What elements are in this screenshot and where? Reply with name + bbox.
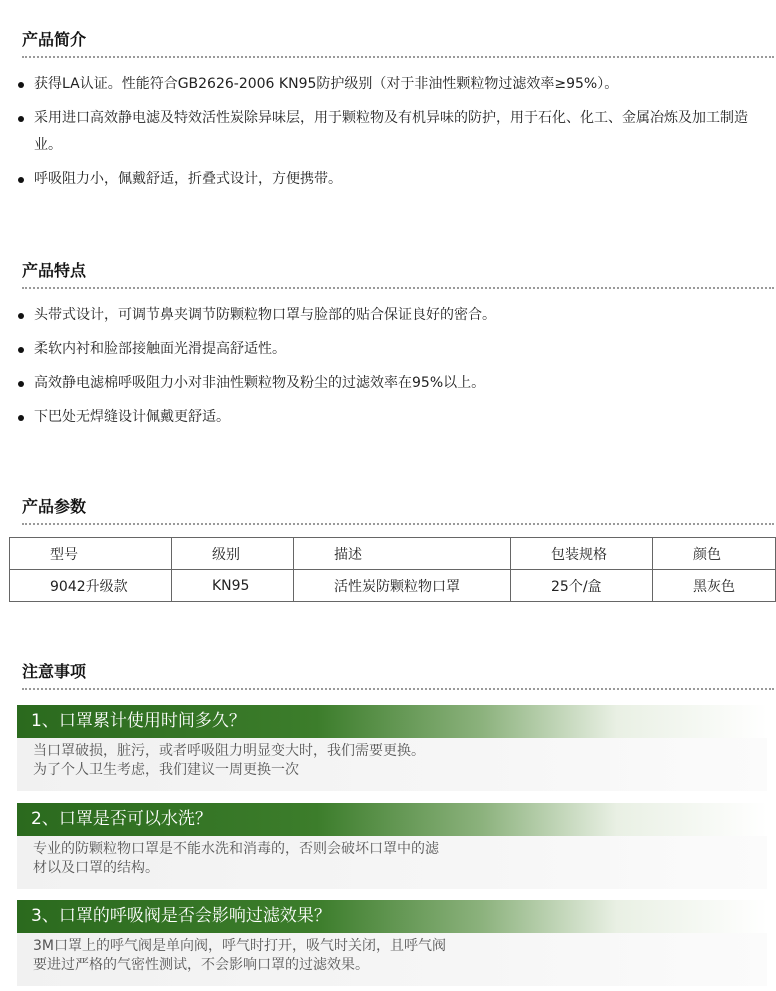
- faq-question: 1、口罩累计使用时间多久？: [17, 705, 767, 738]
- faq-answer: [17, 836, 767, 889]
- features-title: 产品特点: [22, 261, 87, 280]
- intro-divider: [22, 56, 774, 58]
- list-item: 柔软内衬和脸部接触面光滑提高舒适性。: [16, 336, 772, 363]
- faq-question: 2、口罩是否可以水洗？: [17, 803, 767, 836]
- params-table: [9, 537, 776, 602]
- faq-answer-line: 要进过严格的气密性测试，不会影响口罩的过滤效果。: [33, 957, 369, 973]
- list-item: 获得LA认证。性能符合GB2626-2006 KN95防护级别（对于非油性颗粒物过滤效率≥95%）。: [16, 71, 772, 98]
- params-title: 产品参数: [22, 497, 87, 516]
- intro-title: 产品简介: [22, 30, 87, 49]
- params-divider: [22, 523, 774, 525]
- list-item: 高效静电滤棉呼吸阻力小对非油性颗粒物及粉尘的过滤效率在95%以上。: [16, 370, 772, 397]
- table-header-cell: 颜色: [653, 538, 776, 570]
- faq-card: [17, 705, 767, 791]
- faq-card: [17, 803, 767, 889]
- table-header-row: [10, 538, 776, 570]
- faq-answer: [17, 933, 767, 986]
- table-cell: 25个/盒: [511, 570, 653, 602]
- features-divider: [22, 287, 774, 289]
- faq-answer-line: 3M口罩上的呼气阀是单向阀，呼气时打开，吸气时关闭，且呼气阀: [33, 938, 446, 954]
- list-item: 头带式设计，可调节鼻夹调节防颗粒物口罩与脸部的贴合保证良好的密合。: [16, 302, 772, 329]
- faq-answer-line: 专业的防颗粒物口罩是不能水洗和消毒的，否则会破坏口罩中的滤: [33, 841, 439, 857]
- table-cell: 9042升级款: [10, 570, 172, 602]
- faq-card: [17, 900, 767, 986]
- table-header-cell: 描述: [294, 538, 511, 570]
- faq-answer: [17, 738, 767, 791]
- faq-answer-line: 材以及口罩的结构。: [33, 860, 159, 876]
- table-header-cell: 包装规格: [511, 538, 653, 570]
- intro-list: [16, 71, 772, 193]
- table-cell: KN95: [172, 570, 294, 602]
- list-item: 呼吸阻力小，佩戴舒适，折叠式设计，方便携带。: [16, 166, 772, 193]
- table-header-cell: 型号: [10, 538, 172, 570]
- faq-answer-line: 当口罩破损，脏污，或者呼吸阻力明显变大时，我们需要更换。: [33, 743, 425, 759]
- faq-question: 3、口罩的呼吸阀是否会影响过滤效果？: [17, 900, 767, 933]
- table-cell: 黑灰色: [653, 570, 776, 602]
- table-row: [10, 570, 776, 602]
- list-item: 下巴处无焊缝设计佩戴更舒适。: [16, 404, 772, 431]
- table-header-cell: 级别: [172, 538, 294, 570]
- list-item: 采用进口高效静电滤及特效活性炭除异味层，用于颗粒物及有机异味的防护，用于石化、化工、金属冶炼及加工制造业。: [16, 105, 772, 159]
- notes-divider: [22, 688, 774, 690]
- notes-title: 注意事项: [22, 662, 87, 681]
- table-cell: 活性炭防颗粒物口罩: [294, 570, 511, 602]
- faq-answer-line: 为了个人卫生考虑，我们建议一周更换一次: [33, 762, 299, 778]
- features-list: [16, 302, 772, 431]
